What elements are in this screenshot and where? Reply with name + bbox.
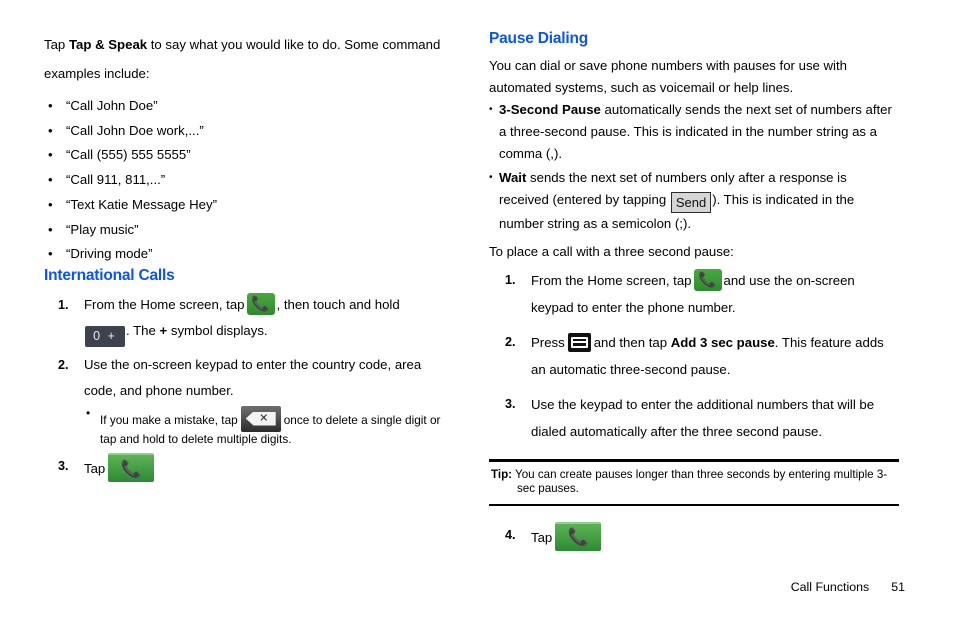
step-number: 2.	[58, 357, 69, 372]
step-bold-term: Add 3 sec pause	[670, 334, 775, 350]
step-number: 1.	[505, 272, 516, 287]
phone-call-button-icon[interactable]	[108, 453, 154, 482]
bullet-bold-term: Wait	[499, 169, 527, 185]
step-number: 1.	[58, 297, 69, 312]
step-2	[44, 352, 444, 448]
intro-prefix: Tap	[44, 37, 69, 52]
step-2	[489, 329, 899, 383]
step-text: and then tap	[593, 334, 671, 350]
step-text: and use the on-screen keypad to enter the phone number.	[531, 272, 855, 315]
bullet-wait	[489, 167, 899, 235]
step-3	[44, 453, 444, 482]
bullet-3-second-pause	[489, 99, 899, 165]
step-3	[489, 391, 899, 445]
intro-suffix: to say what you would like to do. Some command examples include:	[44, 37, 441, 81]
step-1	[44, 292, 444, 347]
footer-page-number: 51	[891, 580, 905, 594]
phone-call-icon[interactable]	[247, 293, 275, 315]
bullet-text: automatically sends the next set of numbers after a three-second pause. This is indicated in the number string as a comma (,).	[499, 101, 892, 161]
step-text: , then touch and hold	[276, 296, 400, 312]
page-footer	[0, 580, 905, 594]
phone-call-button-icon[interactable]	[555, 522, 601, 551]
substep-text: If you make a mistake, tap	[100, 412, 238, 427]
list-item: • “Play music”	[44, 218, 444, 243]
step-number: 3.	[58, 459, 69, 474]
step-text: Tap	[84, 461, 106, 477]
heading-pause-dialing: Pause Dialing	[489, 30, 589, 47]
heading-international-calls: International Calls	[44, 266, 175, 284]
menu-key-icon[interactable]	[568, 333, 591, 352]
pause-dialing-intro: You can dial or save phone numbers with pauses for use with automated systems, such as voicemail or help lines.	[489, 57, 847, 95]
pause-dialing-steps-continued	[489, 522, 899, 551]
step-text: Use the keypad to enter the additional numbers that will be dialed automatically after the three second pause.	[531, 396, 875, 439]
step-text: Press	[531, 334, 565, 350]
list-item: • “Driving mode”	[44, 242, 444, 267]
send-button[interactable]: Send	[671, 192, 711, 213]
command-examples-list	[44, 94, 444, 267]
bullet-text: ). This is indicated in the number string as a semicolon (;).	[499, 191, 855, 231]
step-text: From the Home screen, tap	[84, 296, 245, 312]
bullet-text: sends the next set of numbers only after a response is received (entered by tapping	[499, 169, 847, 207]
tip-label: Tip:	[491, 467, 513, 481]
international-calls-steps	[44, 292, 444, 483]
left-column	[44, 30, 444, 487]
tip-box	[489, 459, 899, 506]
step-2-substep	[84, 406, 444, 448]
step-text: Tap	[531, 529, 553, 545]
step-text: Use the on-screen keypad to enter the country code, area code, and phone number.	[84, 356, 422, 398]
phone-call-icon[interactable]	[694, 269, 722, 291]
list-item: • “Call John Doe”	[44, 94, 444, 119]
keypad-zero-plus-key[interactable]: 0 +	[85, 326, 125, 347]
backspace-key-icon[interactable]: ✕	[241, 406, 281, 432]
step-number: 2.	[505, 334, 516, 349]
step-number: 4.	[505, 527, 516, 542]
intro-bold-term: Tap & Speak	[68, 37, 148, 52]
pause-dialing-steps	[489, 267, 899, 445]
footer-section-label: Call Functions	[790, 580, 870, 594]
pause-dialing-lead-in: To place a call with a three second pause:	[489, 243, 734, 259]
list-item: • “Call John Doe work,...”	[44, 119, 444, 144]
step-4	[489, 522, 899, 551]
substep-text: once to delete a single digit or tap and hold to delete multiple digits.	[100, 412, 441, 446]
step-1	[489, 267, 899, 321]
list-item: • “Call (555) 555 5555”	[44, 143, 444, 168]
step-text: From the Home screen, tap	[531, 272, 692, 288]
bullet-bold-term: 3-Second Pause	[499, 101, 601, 117]
intro-paragraph	[44, 30, 444, 88]
step-text: . This feature adds an automatic three-second pause.	[531, 334, 884, 377]
step-text: symbol displays.	[167, 322, 268, 338]
step-number: 3.	[505, 396, 516, 411]
list-item: • “Call 911, 811,...”	[44, 168, 444, 193]
list-item: • “Text Katie Message Hey”	[44, 193, 444, 218]
tip-text: You can create pauses longer than three seconds by entering multiple 3-sec pauses.	[512, 467, 888, 496]
plus-symbol: +	[159, 322, 168, 338]
tip-content	[491, 468, 897, 497]
right-column	[489, 30, 899, 559]
step-text: . The	[126, 322, 160, 338]
